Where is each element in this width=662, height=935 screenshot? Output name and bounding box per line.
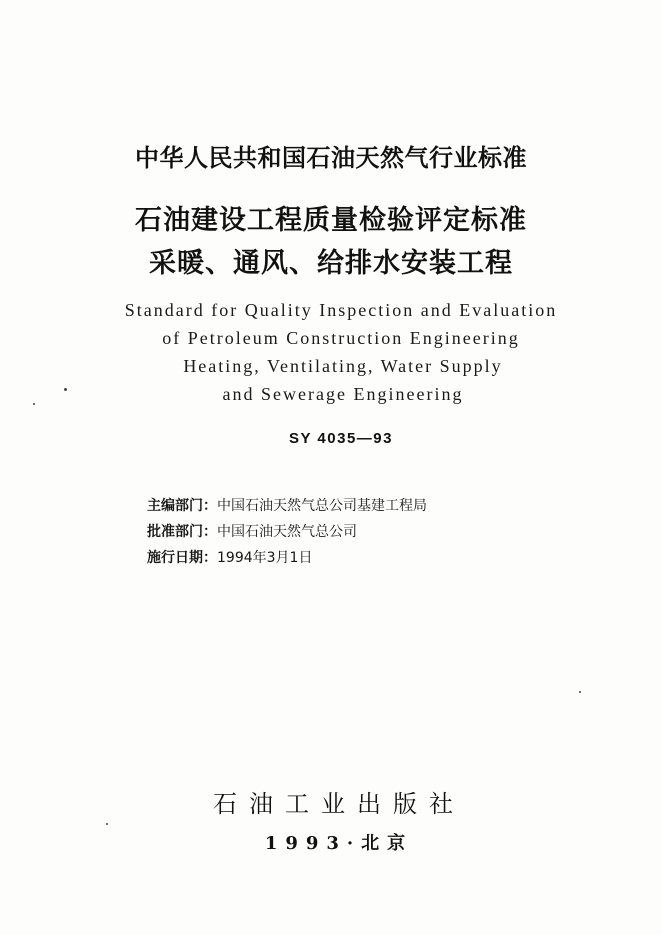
publication-year-city: 1993·北京 [264, 833, 414, 854]
title-chinese-line-1: 石油建设工程质量检验评定标准 [135, 205, 527, 236]
standard-code: SY 4035—93 [289, 430, 393, 447]
approver-row [147, 521, 357, 541]
scan-speck [33, 403, 35, 405]
title-english-line-1: Standard for Quality Inspection and Evaluation [124, 300, 558, 320]
approver-label: 批准部门： [147, 524, 217, 540]
effective-date-label: 施行日期： [147, 550, 217, 566]
industry-standard-heading: 中华人民共和国石油天然气行业标准 [135, 143, 527, 172]
approver-value: 中国石油天然气总公司 [217, 524, 357, 540]
title-english-line-2: of Petroleum Construction Engineering [162, 328, 520, 348]
title-english-line-4: and Sewerage Engineering [222, 384, 464, 404]
scan-speck [579, 691, 581, 693]
title-english-line-3: Heating, Ventilating, Water Supply [183, 356, 503, 376]
chief-editor-value: 中国石油天然气总公司基建工程局 [217, 498, 427, 514]
effective-date-row [147, 547, 312, 567]
scan-speck [106, 823, 108, 825]
chief-editor-row [147, 495, 427, 515]
publisher: 石油工业出版社 [213, 790, 465, 818]
effective-date-value: 1994年3月1日 [217, 550, 313, 566]
chief-editor-label: 主编部门： [147, 498, 217, 514]
title-chinese-line-2: 采暖、通风、给排水安装工程 [149, 248, 513, 279]
scan-speck [64, 388, 67, 391]
